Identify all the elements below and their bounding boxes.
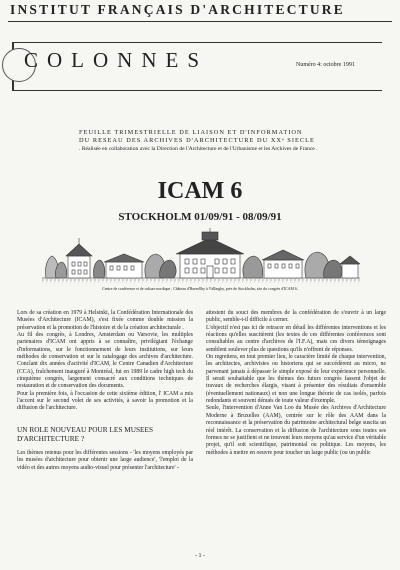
paragraph: L'objectif n'est pas ici de retracer en détail les différentes interventions et les réactions qu'elles suscitèrent (les textes de ces différentes conférences sont consultables au centre d'archives de l'I.F.A), mais ces divers témoignages semblent soulever plus de questions qu'ils n'offrent de réponses.: [206, 324, 386, 353]
subtitle-line-2: DU RESEAU DES ARCHIVES D'ARCHITECTURE DU XXᵉ SIECLE: [79, 137, 315, 144]
column-1-continued: [17, 450, 193, 472]
paragraph: Les thèmes retenus pour les différentes sessions - 'les moyens employés par les musées d'architecture pour obtenir une large audience', 'l'emploi de la vidéo et des autres moyens audio-visuel pour présenter l'architecture' -: [17, 450, 193, 471]
publication-title: COLONNES: [24, 48, 209, 72]
subtitle-line-3: . Réalisée en collaboration avec la Direction de l'Architecture et de l'Urbanisme et les Archives de France .: [79, 146, 318, 152]
paragraph: Au fil des congrès, à Londres, Amsterdam ou Varsovie, les multiples partenaires d'ICAM ont appris à se connaître, privilégiant l'échange d'informations, sur le fonctionnement de leurs institutions, sur leurs méthodes de conservation et sur le catalogage des archives d'architecture. Conclant dix années d'activité d'ICAM, le Centre Canadien d'Architecture (CCA), fraîchement inauguré à Montréal, fut en 1989 le cadre high tech du cinquième congrès, largement consacré aux conditions techniques de restauration et de conservation des documents.: [17, 332, 193, 390]
masthead-top-rule: [12, 42, 382, 43]
article-dates: STOCKHOLM 01/09/91 - 08/09/91: [118, 211, 282, 223]
institute-name: INSTITUT FRANÇAIS D'ARCHITECTURE: [10, 2, 345, 17]
issue-label: Numéro 4: octobre 1991: [296, 62, 355, 68]
page-number: - 1 -: [195, 553, 205, 559]
header-rule: [8, 21, 392, 22]
column-2: [206, 310, 386, 457]
section-heading-text: UN ROLE NOUVEAU POUR LES MUSEES D'ARCHITECTURE ?: [17, 425, 154, 443]
chateau-illustration: [42, 228, 360, 284]
paragraph: On regrettera, en tout premier lieu, le caractère limité de chaque intervention, les architectes, archivistes ou historiens qui se succédèrent au micro, ne parvenant jamais à dépasser le simple exposé de leur expérience personnelle. Il serait souhaitable que les thèmes des futurs congrès fassent l'objet de travaux de recherches élargis, visant à présenter des résultats d'ensemble (éventuellement nationaux) et non une longue théorie de cas isolés, parfois redondants et souvent dénués de toute valeur d'exemple.: [206, 354, 386, 405]
paragraph: Seule, l'intervention d'Anne Van Loo du Musée des Archives d'Architecture Moderne à Bruxelles (AAM), centrée sur le rôle des AAM dans la reconnaissance et la préservation du patrimoine architectural belge suscita un réel intérêt. La conservation et la diffusion de l'architecture sous toutes ses formes ne se justifient et ne trouvent leurs moyens qu'au service d'un véritable projet, qu'il soit scientifique, patrimonial ou politique. Les moyens, les méthodes à mettre en oeuvre pour toucher un large public (ou un public: [206, 405, 386, 456]
section-heading: [17, 425, 193, 443]
subtitle-line-1: FEUILLE TRIMESTRIELLE DE LIAISON ET D'INFORMATION: [79, 129, 303, 136]
article-title: ICAM 6: [157, 178, 243, 204]
paragraph: Lors de sa création en 1979 à Helsinki, la Confédération Internationale des Musées d'Architecture (ICAM), s'est fixée comme double mission la préservation et la promotion de l'histoire et de la création architecturale .: [17, 310, 193, 331]
masthead-bottom-rule: [12, 90, 382, 91]
illustration-caption: Centre de conférence et de culture nordique , Château d'Haesellby à Vällingby, près de Stockholm, site du congrès d'ICAM 6.: [102, 287, 298, 291]
column-1: [17, 310, 193, 413]
paragraph: Pour la première fois, à l'occasion de cette sixième édition, l' ICAM a mis l'accent sur le second volet de ses activités, à savoir la promotion et la diffusion de l'architecture.: [17, 390, 193, 412]
paragraph: attestent du souci des membres de la confédération de s'ouvrir à un large public, semble-t-il difficile à cerner.: [206, 310, 386, 324]
